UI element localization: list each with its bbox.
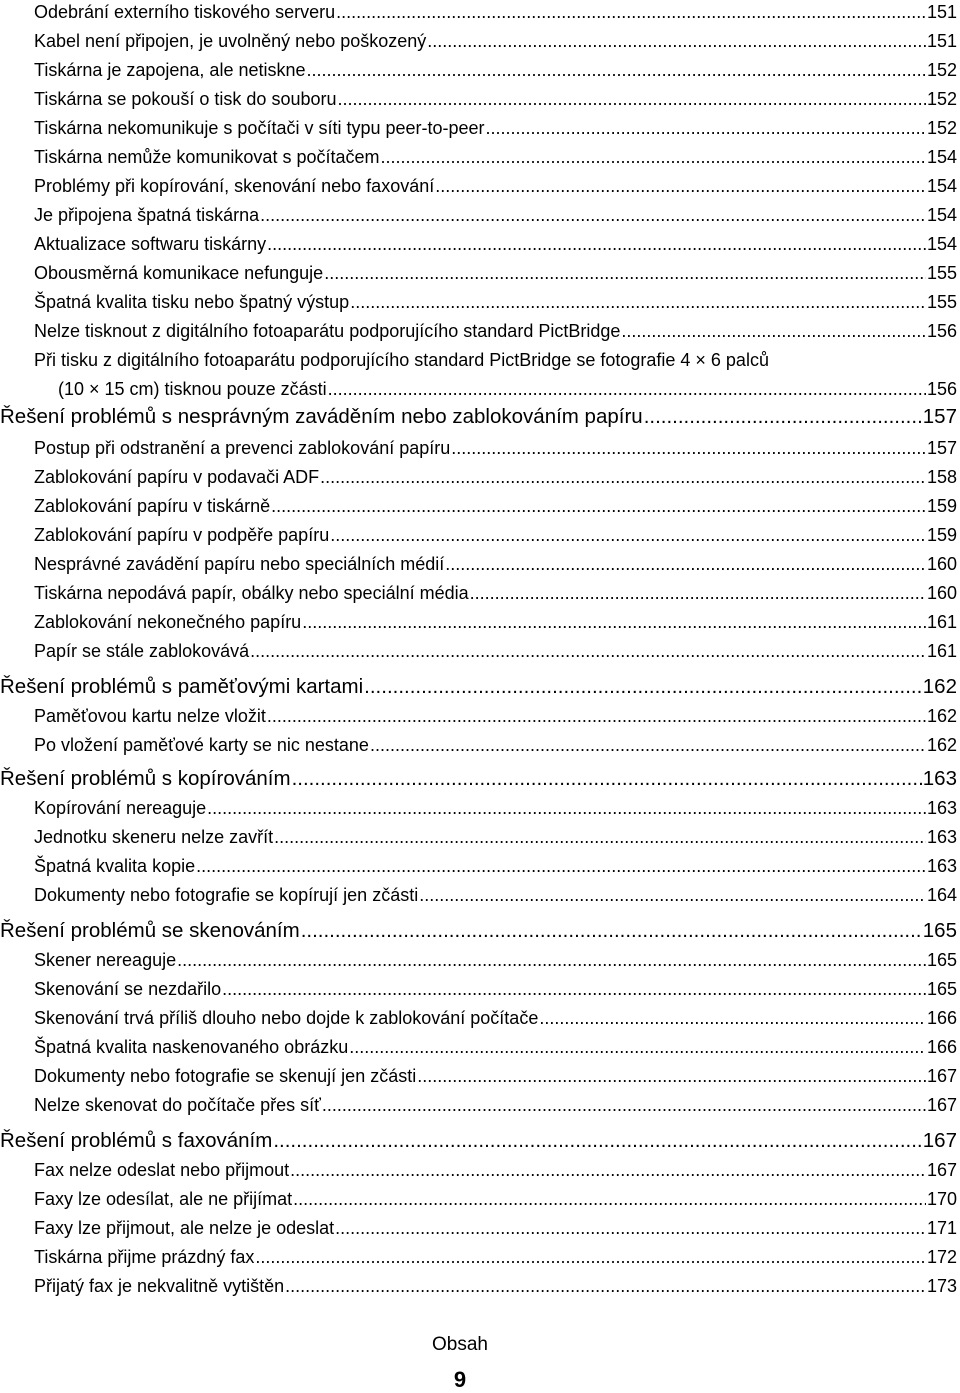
toc-dot-leader	[451, 436, 926, 460]
toc-page-number: 156	[926, 379, 957, 399]
toc-page-number: 163	[922, 767, 957, 790]
toc-entry-title: Papír se stále zablokovává	[34, 641, 250, 661]
toc-page-number: 160	[926, 583, 957, 603]
toc-dot-leader	[196, 854, 926, 878]
toc-page-number: 157	[926, 438, 957, 458]
toc-section-row[interactable]	[34, 581, 957, 605]
toc-entry-title: Řešení problémů s faxováním	[0, 1129, 273, 1152]
toc-entry-title: Aktualizace softwaru tiskárny	[34, 234, 267, 254]
toc-dot-leader	[364, 673, 922, 701]
toc-page-number: 165	[926, 979, 957, 999]
toc-dot-leader	[302, 610, 926, 634]
toc-section-row[interactable]	[34, 1216, 957, 1240]
toc-section-row[interactable]	[34, 232, 957, 256]
toc-page-number: 156	[926, 321, 957, 341]
toc-entry-title: Dokumenty nebo fotografie se skenují jen zčásti	[34, 1066, 417, 1086]
toc-section-row[interactable]	[34, 733, 957, 757]
toc-chapter-row[interactable]	[0, 673, 957, 701]
toc-dot-leader	[380, 145, 925, 169]
toc-page-number: 170	[926, 1189, 957, 1209]
toc-entry-title: Faxy lze odesílat, ale ne přijímat	[34, 1189, 293, 1209]
toc-page-number: 158	[926, 467, 957, 487]
toc-page-number: 151	[926, 31, 957, 51]
toc-dot-leader	[350, 290, 926, 314]
toc-dot-leader	[307, 58, 926, 82]
toc-page-number: 173	[926, 1276, 957, 1296]
toc-page-number: 159	[926, 525, 957, 545]
toc-dot-leader	[250, 639, 926, 663]
toc-entry-title: Nesprávné zavádění papíru nebo speciálních médií	[34, 554, 445, 574]
toc-page-number: 155	[926, 292, 957, 312]
toc-entry-title: Zablokování papíru v podavači ADF	[34, 467, 320, 487]
toc-section-row[interactable]	[34, 552, 957, 576]
toc-page-number: 165	[926, 950, 957, 970]
toc-page-number: 157	[922, 405, 957, 428]
toc-dot-leader	[330, 523, 926, 547]
toc-entry-title: Řešení problémů s kopírováním	[0, 767, 291, 790]
toc-section-row[interactable]	[34, 145, 957, 169]
toc-entry-title: Skener nereaguje	[34, 950, 177, 970]
toc-dot-leader	[328, 377, 926, 401]
toc-section-row[interactable]	[34, 87, 957, 111]
toc-page-number: 167	[926, 1095, 957, 1115]
toc-entry-title: Problémy při kopírování, skenování nebo faxování	[34, 176, 435, 196]
toc-entry-title: Špatná kvalita tisku nebo špatný výstup	[34, 292, 350, 312]
toc-entry-title: (10 × 15 cm) tisknou pouze zčásti	[58, 379, 327, 399]
toc-page-number: 152	[926, 89, 957, 109]
toc-page-number: 151	[926, 2, 957, 22]
toc-entry-title: Tiskárna se pokouší o tisk do souboru	[34, 89, 337, 109]
toc-page-number: 172	[926, 1247, 957, 1267]
toc-entry-title: Nelze skenovat do počítače přes síť	[34, 1095, 321, 1115]
toc-dot-leader	[274, 825, 926, 849]
toc-dot-leader	[207, 796, 926, 820]
toc-entry-title: Paměťovou kartu nelze vložit	[34, 706, 266, 726]
toc-entry-title: Postup při odstranění a prevenci zablokování papíru	[34, 438, 451, 458]
toc-dot-leader	[255, 1245, 926, 1269]
toc-entry-title: Špatná kvalita naskenovaného obrázku	[34, 1037, 349, 1057]
toc-dot-leader	[435, 174, 926, 198]
toc-dot-leader	[349, 1035, 926, 1059]
toc-section-row[interactable]	[34, 0, 957, 24]
toc-dot-leader	[470, 581, 926, 605]
toc-section-row[interactable]	[34, 261, 957, 285]
toc-dot-leader	[222, 977, 926, 1001]
toc-page-number: 162	[926, 735, 957, 755]
toc-dot-leader	[271, 494, 926, 518]
toc-section-row[interactable]	[34, 1006, 957, 1030]
toc-dot-leader	[273, 1127, 921, 1155]
toc-section-row[interactable]	[34, 494, 957, 518]
toc-dot-leader	[621, 319, 926, 343]
toc-dot-leader	[293, 1187, 926, 1211]
toc-section-row[interactable]	[34, 610, 957, 634]
toc-entry-title: Tiskárna nekomunikuje s počítači v síti typu peer-to-peer	[34, 118, 485, 138]
toc-entry-title: Zablokování papíru v tiskárně	[34, 496, 271, 516]
toc-section-row[interactable]	[34, 1187, 957, 1211]
toc-dot-leader	[301, 917, 922, 945]
toc-entry-title: Obousměrná komunikace nefunguje	[34, 263, 324, 283]
toc-page-number: 152	[926, 60, 957, 80]
toc-section-row[interactable]	[34, 825, 957, 849]
toc-dot-leader	[322, 1093, 926, 1117]
toc-section-row[interactable]	[34, 523, 957, 547]
toc-section-row[interactable]	[34, 1158, 957, 1182]
toc-page-number: 160	[926, 554, 957, 574]
toc-dot-leader	[267, 704, 926, 728]
toc-page-number: 167	[926, 1066, 957, 1086]
toc-page-number: 167	[922, 1129, 957, 1152]
toc-dot-leader	[417, 1064, 926, 1088]
toc-dot-leader	[539, 1006, 926, 1030]
toc-dot-leader	[336, 0, 926, 24]
toc-dot-leader	[292, 765, 922, 793]
toc-entry-title: Tiskárna přijme prázdný fax	[34, 1247, 255, 1267]
toc-dot-leader	[324, 261, 926, 285]
toc-dot-leader	[486, 116, 926, 140]
toc-dot-leader	[177, 948, 926, 972]
toc-entry-title: Odebrání externího tiskového serveru	[34, 2, 336, 22]
toc-entry-title: Tiskárna nepodává papír, obálky nebo speciální média	[34, 583, 469, 603]
toc-page-number: 152	[926, 118, 957, 138]
toc-section-row[interactable]	[34, 174, 957, 198]
toc-section-row[interactable]	[34, 290, 957, 314]
toc-page-number: 162	[922, 675, 957, 698]
toc-page-number: 161	[926, 612, 957, 632]
toc-page-number: 159	[926, 496, 957, 516]
toc-entry-title: Faxy lze přijmout, ale nelze je odeslat	[34, 1218, 335, 1238]
toc-dot-leader	[445, 552, 926, 576]
toc-entry-title: Řešení problémů s nesprávným zaváděním nebo zablokováním papíru	[0, 405, 643, 428]
toc-section-row[interactable]	[34, 58, 957, 82]
toc-entry-title: Jednotku skeneru nelze zavřít	[34, 827, 274, 847]
toc-chapter-row[interactable]	[0, 917, 957, 945]
toc-entry-title: Řešení problémů se skenováním	[0, 919, 300, 942]
toc-section-row[interactable]	[34, 796, 957, 820]
toc-page-number: 161	[926, 641, 957, 661]
toc-section-row[interactable]	[34, 436, 957, 460]
toc-page-number: 171	[926, 1218, 957, 1238]
toc-entry-title: Tiskárna je zapojena, ale netiskne	[34, 60, 306, 80]
toc-entry-title: Kopírování nereaguje	[34, 798, 207, 818]
toc-section-row[interactable]	[58, 377, 957, 401]
toc-section-row[interactable]	[34, 977, 957, 1001]
toc-dot-leader	[419, 883, 926, 907]
footer-page-number: 9	[453, 1367, 467, 1392]
toc-entry-title: Po vložení paměťové karty se nic nestane	[34, 735, 369, 755]
toc-entry-title: Kabel není připojen, je uvolněný nebo poškozený	[34, 31, 427, 51]
toc-page-number: 155	[926, 263, 957, 283]
toc-page-number: 167	[926, 1160, 957, 1180]
toc-page-number: 166	[926, 1037, 957, 1057]
toc-page-number: 154	[926, 176, 957, 196]
toc-section-row[interactable]	[34, 1274, 957, 1298]
toc-dot-leader	[320, 465, 926, 489]
toc-section-row[interactable]	[34, 465, 957, 489]
toc-entry-title: Zablokování nekonečného papíru	[34, 612, 302, 632]
footer-section-label: Obsah	[432, 1334, 488, 1355]
toc-page-number: 163	[926, 856, 957, 876]
toc-chapter-row[interactable]	[0, 765, 957, 793]
toc-page-number: 154	[926, 147, 957, 167]
toc-chapter-row[interactable]	[0, 403, 957, 431]
toc-section-row[interactable]	[34, 1245, 957, 1269]
toc-dot-leader	[260, 203, 926, 227]
toc-dot-leader	[285, 1274, 926, 1298]
toc-page-number: 164	[926, 885, 957, 905]
toc-dot-leader	[427, 29, 926, 53]
toc-section-row[interactable]	[34, 29, 957, 53]
toc-chapter-row[interactable]	[0, 1127, 957, 1155]
toc-page-number: 154	[926, 234, 957, 254]
toc-dot-leader	[290, 1158, 926, 1182]
toc-page-number: 163	[926, 798, 957, 818]
toc-section-row[interactable]	[34, 704, 957, 728]
toc-entry-title-line: Při tisku z digitálního fotoaparátu podporujícího standard PictBridge se fotografie 4 × 6 palců	[34, 350, 769, 370]
toc-section-row[interactable]	[34, 1064, 957, 1088]
toc-section-row[interactable]	[34, 203, 957, 227]
toc-section-row[interactable]	[34, 883, 957, 907]
toc-entry-title: Skenování trvá příliš dlouho nebo dojde k zablokování počítače	[34, 1008, 539, 1028]
toc-entry-title: Zablokování papíru v podpěře papíru	[34, 525, 330, 545]
toc-entry-title: Špatná kvalita kopie	[34, 856, 196, 876]
toc-section-row[interactable]	[34, 639, 957, 663]
toc-entry-title: Skenování se nezdařilo	[34, 979, 222, 999]
toc-section-row[interactable]	[34, 1035, 957, 1059]
toc-section-row[interactable]	[34, 1093, 957, 1117]
toc-dot-leader	[335, 1216, 926, 1240]
toc-entry-title: Přijatý fax je nekvalitně vytištěn	[34, 1276, 285, 1296]
toc-dot-leader	[370, 733, 926, 757]
toc-section-row[interactable]	[34, 116, 957, 140]
toc-page-number: 165	[922, 919, 957, 942]
toc-entry-title: Dokumenty nebo fotografie se kopírují jen zčásti	[34, 885, 419, 905]
toc-entry-title: Řešení problémů s paměťovými kartami	[0, 675, 364, 698]
toc-section-row[interactable]	[34, 854, 957, 878]
toc-entry-title: Fax nelze odeslat nebo přijmout	[34, 1160, 290, 1180]
toc-entry-title: Tiskárna nemůže komunikovat s počítačem	[34, 147, 380, 167]
toc-page-number: 166	[926, 1008, 957, 1028]
toc-page-number: 162	[926, 706, 957, 726]
toc-page-number: 154	[926, 205, 957, 225]
toc-entry-title: Je připojena špatná tiskárna	[34, 205, 260, 225]
toc-section-row[interactable]	[34, 948, 957, 972]
toc-dot-leader	[644, 403, 922, 431]
toc-section-row[interactable]	[34, 319, 957, 343]
toc-dot-leader	[338, 87, 926, 111]
toc-entry-title: Nelze tisknout z digitálního fotoaparátu podporujícího standard PictBridge	[34, 321, 621, 341]
toc-dot-leader	[267, 232, 926, 256]
toc-page-number: 163	[926, 827, 957, 847]
